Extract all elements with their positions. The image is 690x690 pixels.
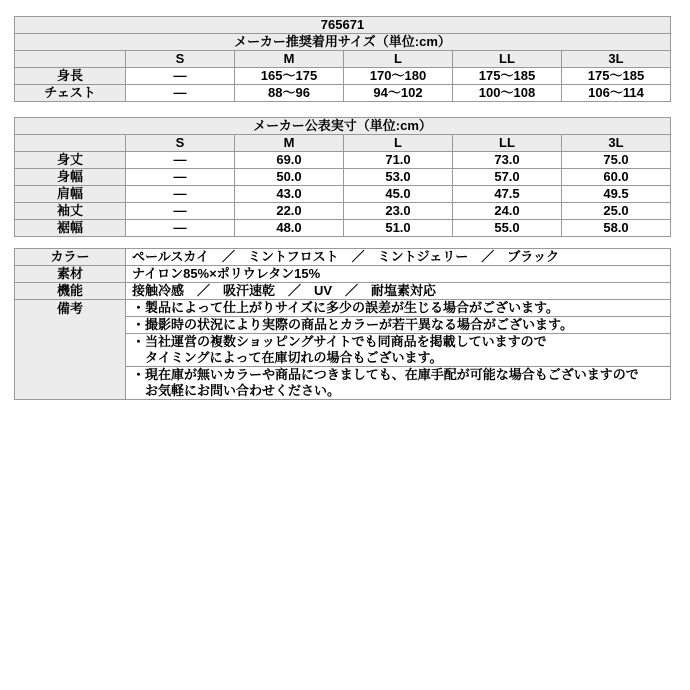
column-header-m: M: [235, 135, 344, 152]
column-header-row: [15, 135, 671, 152]
size-value-cell: 88～96: [235, 85, 344, 102]
note-item: [126, 334, 671, 367]
size-value-cell: 49.5: [562, 186, 671, 203]
row-label-chest: チェスト: [15, 85, 126, 102]
column-header-ll: LL: [453, 51, 562, 68]
note-text: ・撮影時の状況により実際の商品とカラーが若干異なる場合がございます。: [132, 317, 573, 332]
size-value-cell: 55.0: [453, 220, 562, 237]
column-header-l: L: [344, 135, 453, 152]
table-row: [15, 220, 671, 237]
row-label-body-length: 身丈: [15, 152, 126, 169]
row-label-height: 身長: [15, 68, 126, 85]
note-item: [126, 300, 671, 317]
column-header-3l: 3L: [562, 135, 671, 152]
table-row: [15, 186, 671, 203]
table-title-row: [15, 118, 671, 135]
size-value-cell: 165～175: [235, 68, 344, 85]
note-item: [126, 317, 671, 334]
product-details-table: [14, 248, 671, 400]
row-label-sleeve-length: 袖丈: [15, 203, 126, 220]
table-row: [15, 85, 671, 102]
size-value-cell: 100～108: [453, 85, 562, 102]
table-row: [15, 203, 671, 220]
note-text-continuation: お気軽にお問い合わせください。: [145, 383, 341, 398]
note-text-continuation: タイミングによって在庫切れの場合もございます。: [145, 350, 443, 365]
table-row: [15, 283, 671, 300]
detail-label-color: カラー: [15, 249, 126, 266]
size-value-cell: 48.0: [235, 220, 344, 237]
size-value-cell: —: [126, 169, 235, 186]
table-title-row: [15, 34, 671, 51]
notes-row: [15, 300, 671, 317]
size-value-cell: 175～185: [562, 68, 671, 85]
corner-cell: [15, 135, 126, 152]
column-header-3l: 3L: [562, 51, 671, 68]
table-row: [15, 152, 671, 169]
recommended-table-title: メーカー推奨着用サイズ（単位:cm）: [15, 34, 671, 51]
recommended-size-table: [14, 16, 671, 102]
size-value-cell: 58.0: [562, 220, 671, 237]
size-value-cell: 60.0: [562, 169, 671, 186]
row-label-shoulder-width: 肩幅: [15, 186, 126, 203]
corner-cell: [15, 51, 126, 68]
table-row: [15, 68, 671, 85]
column-header-s: S: [126, 51, 235, 68]
detail-label-features: 機能: [15, 283, 126, 300]
column-header-ll: LL: [453, 135, 562, 152]
table-row: [15, 266, 671, 283]
size-value-cell: —: [126, 152, 235, 169]
row-label-body-width: 身幅: [15, 169, 126, 186]
row-label-hem-width: 裾幅: [15, 220, 126, 237]
size-value-cell: 47.5: [453, 186, 562, 203]
note-text: ・当社運営の複数ショッピングサイトでも同商品を掲載していますので: [132, 334, 547, 349]
size-value-cell: 170～180: [344, 68, 453, 85]
size-value-cell: —: [126, 186, 235, 203]
size-value-cell: 106～114: [562, 85, 671, 102]
size-value-cell: 23.0: [344, 203, 453, 220]
size-value-cell: 50.0: [235, 169, 344, 186]
size-value-cell: 175～185: [453, 68, 562, 85]
size-value-cell: 24.0: [453, 203, 562, 220]
size-value-cell: 51.0: [344, 220, 453, 237]
size-value-cell: 71.0: [344, 152, 453, 169]
detail-label-notes: 備考: [15, 300, 126, 400]
column-header-row: [15, 51, 671, 68]
detail-label-material: 素材: [15, 266, 126, 283]
column-header-s: S: [126, 135, 235, 152]
size-value-cell: 43.0: [235, 186, 344, 203]
product-code: 765671: [15, 17, 671, 34]
detail-value-material: ナイロン85%×ポリウレタン15%: [126, 266, 671, 283]
size-value-cell: 73.0: [453, 152, 562, 169]
column-header-l: L: [344, 51, 453, 68]
size-value-cell: —: [126, 85, 235, 102]
size-value-cell: —: [126, 220, 235, 237]
size-value-cell: 22.0: [235, 203, 344, 220]
product-code-row: [15, 17, 671, 34]
size-value-cell: —: [126, 68, 235, 85]
note-text: ・製品によって仕上がりサイズに多少の誤差が生じる場合がございます。: [132, 300, 559, 315]
actual-table-title: メーカー公表実寸（単位:cm）: [15, 118, 671, 135]
table-row: [15, 249, 671, 266]
table-row: [15, 169, 671, 186]
size-value-cell: 25.0: [562, 203, 671, 220]
size-value-cell: 53.0: [344, 169, 453, 186]
actual-measurements-table: [14, 117, 671, 237]
size-value-cell: 94～102: [344, 85, 453, 102]
detail-value-features: 接触冷感 ／ 吸汗速乾 ／ UV ／ 耐塩素対応: [126, 283, 671, 300]
detail-value-color: ペールスカイ ／ ミントフロスト ／ ミントジェリー ／ ブラック: [126, 249, 671, 266]
size-value-cell: 45.0: [344, 186, 453, 203]
note-text: ・現在庫が無いカラーや商品につきましても、在庫手配が可能な場合もございますので: [132, 367, 639, 382]
size-value-cell: 57.0: [453, 169, 562, 186]
size-value-cell: 75.0: [562, 152, 671, 169]
note-item: [126, 367, 671, 400]
size-value-cell: 69.0: [235, 152, 344, 169]
size-value-cell: —: [126, 203, 235, 220]
column-header-m: M: [235, 51, 344, 68]
